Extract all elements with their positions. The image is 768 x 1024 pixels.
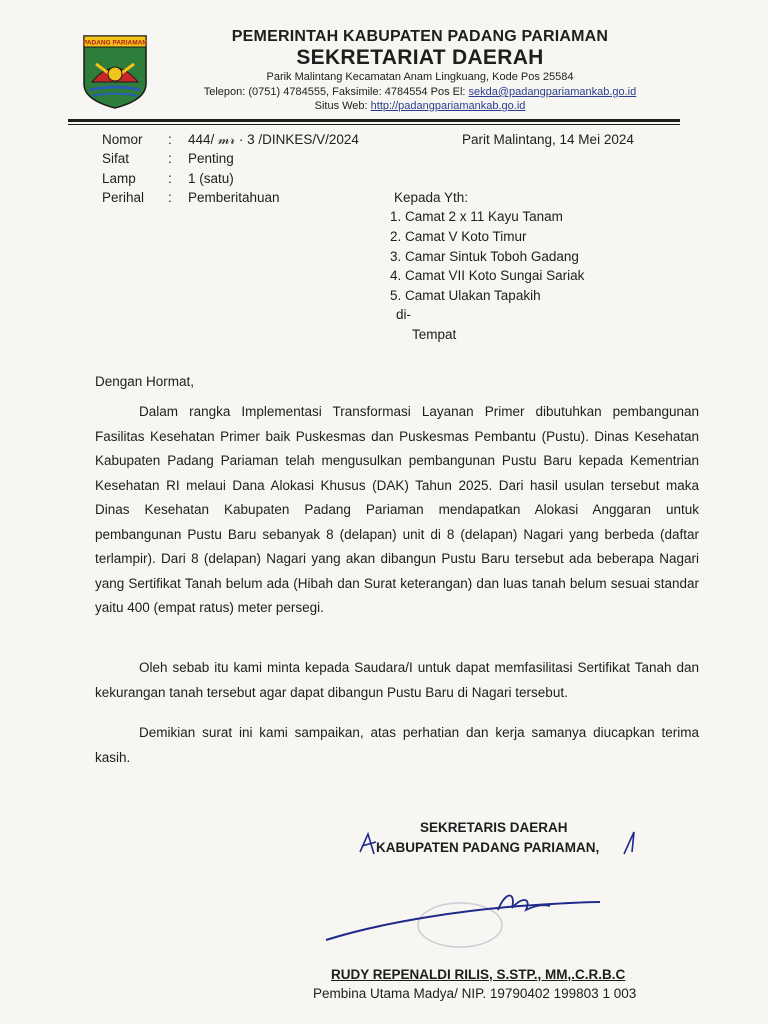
- addressee-item: 3. Camar Sintuk Toboh Gadang: [390, 249, 579, 264]
- contact-text: Telepon: (0751) 4784555, Faksimile: 4784554 Pos El:: [203, 86, 469, 98]
- nomor-value: 444/ 𝓂𝓇 · 3 /DINKES/V/2024: [188, 132, 359, 147]
- sifat-label: Sifat: [102, 151, 130, 166]
- signatory-office: KABUPATEN PADANG PARIAMAN,: [376, 840, 600, 855]
- website-label: Situs Web:: [314, 100, 371, 112]
- email-link[interactable]: sekda@padangpariamankab.go.id: [468, 86, 637, 98]
- handwritten-signature: [320, 880, 610, 960]
- greeting: Dengan Hormat,: [95, 374, 195, 389]
- signatory-title: SEKRETARIS DAERAH: [420, 820, 568, 835]
- sifat-colon: :: [168, 151, 172, 166]
- initial-mark-icon: [620, 828, 642, 858]
- nomor-label: Nomor: [102, 132, 143, 147]
- signatory-name: RUDY REPENALDI RILIS, S.STP., MM,.C.R.B.C: [331, 967, 626, 982]
- header-rule-thick: [68, 119, 680, 122]
- logo-text: PADANG PARIAMAN: [82, 39, 148, 47]
- regency-logo: [82, 34, 148, 110]
- office-contact: [160, 86, 680, 98]
- sifat-value: Penting: [188, 151, 234, 166]
- addressee-item: 4. Camat VII Koto Sungai Sariak: [390, 268, 585, 283]
- office-address: Parik Malintang Kecamatan Anam Lingkuang, Kode Pos 25584: [266, 71, 574, 83]
- perihal-colon: :: [168, 190, 172, 205]
- nomor-colon: :: [168, 132, 172, 147]
- website-link[interactable]: http://padangpariamankab.go.id: [370, 100, 526, 112]
- addressee-place: Tempat: [412, 327, 457, 342]
- lamp-colon: :: [168, 171, 172, 186]
- addressee-heading: Kepada Yth:: [394, 190, 469, 205]
- signatory-rank: Pembina Utama Madya/ NIP. 19790402 199803 1 003: [313, 986, 637, 1001]
- perihal-label: Perihal: [102, 190, 145, 205]
- perihal-value: Pemberitahuan: [188, 190, 280, 205]
- addressee-di: di-: [396, 307, 412, 322]
- office-name: SEKRETARIAT DAERAH: [296, 46, 544, 69]
- office-website: [160, 100, 680, 112]
- body-paragraph-2: Oleh sebab itu kami minta kepada Saudara/I untuk dapat memfasilitasi Sertifikat Tanah dan kekurangan tanah tersebut agar dapat dibangun Pustu Baru di Nagari tersebut.: [95, 660, 699, 700]
- body-paragraph-3: Demikian surat ini kami sampaikan, atas perhatian dan kerja samanya diucapkan terima kasih.: [95, 725, 699, 765]
- initial-mark-icon: [356, 830, 380, 858]
- letter-date: Parit Malintang, 14 Mei 2024: [462, 132, 634, 147]
- body-paragraph-1: Dalam rangka Implementasi Transformasi Layanan Primer dibutuhkan pembangunan Fasilitas Kesehatan Primer baik Puskesmas dan Puskesmas Pembantu (Pustu). Dinas Kesehatan Kabupaten Padang Pariaman telah mengusulkan pembangunan Pustu Baru kepada Kementrian Kesehatan RI melaui Dana Alokasi Khusus (DAK) Tahun 2025. Dari hasil usulan tersebut maka Dinas Kesehatan Kabupaten Padang Pariaman mendapatkan Alokasi Anggaran untuk pembangunan Pustu Baru sebanyak 8 (delapan) unit di 8 (delapan) Nagari yang berbeda (daftar terlampir). Dari 8 (delapan) Nagari yang akan dibangun Pustu Baru tersebut ada beberapa Nagari yang Sertifikat Tanah belum ada (Hibah dan Surat keterangan) dan luas tanah belum sesuai standar yaitu 400 (empat ratus) meter persegi.: [95, 404, 699, 615]
- lamp-label: Lamp: [102, 171, 136, 186]
- addressee-item: 5. Camat Ulakan Tapakih: [390, 288, 541, 303]
- government-name: PEMERINTAH KABUPATEN PADANG PARIAMAN: [231, 28, 609, 45]
- addressee-item: 1. Camat 2 x 11 Kayu Tanam: [390, 209, 563, 224]
- addressee-item: 2. Camat V Koto Timur: [390, 229, 527, 244]
- lamp-value: 1 (satu): [188, 171, 234, 186]
- header-rule-thin: [68, 124, 680, 125]
